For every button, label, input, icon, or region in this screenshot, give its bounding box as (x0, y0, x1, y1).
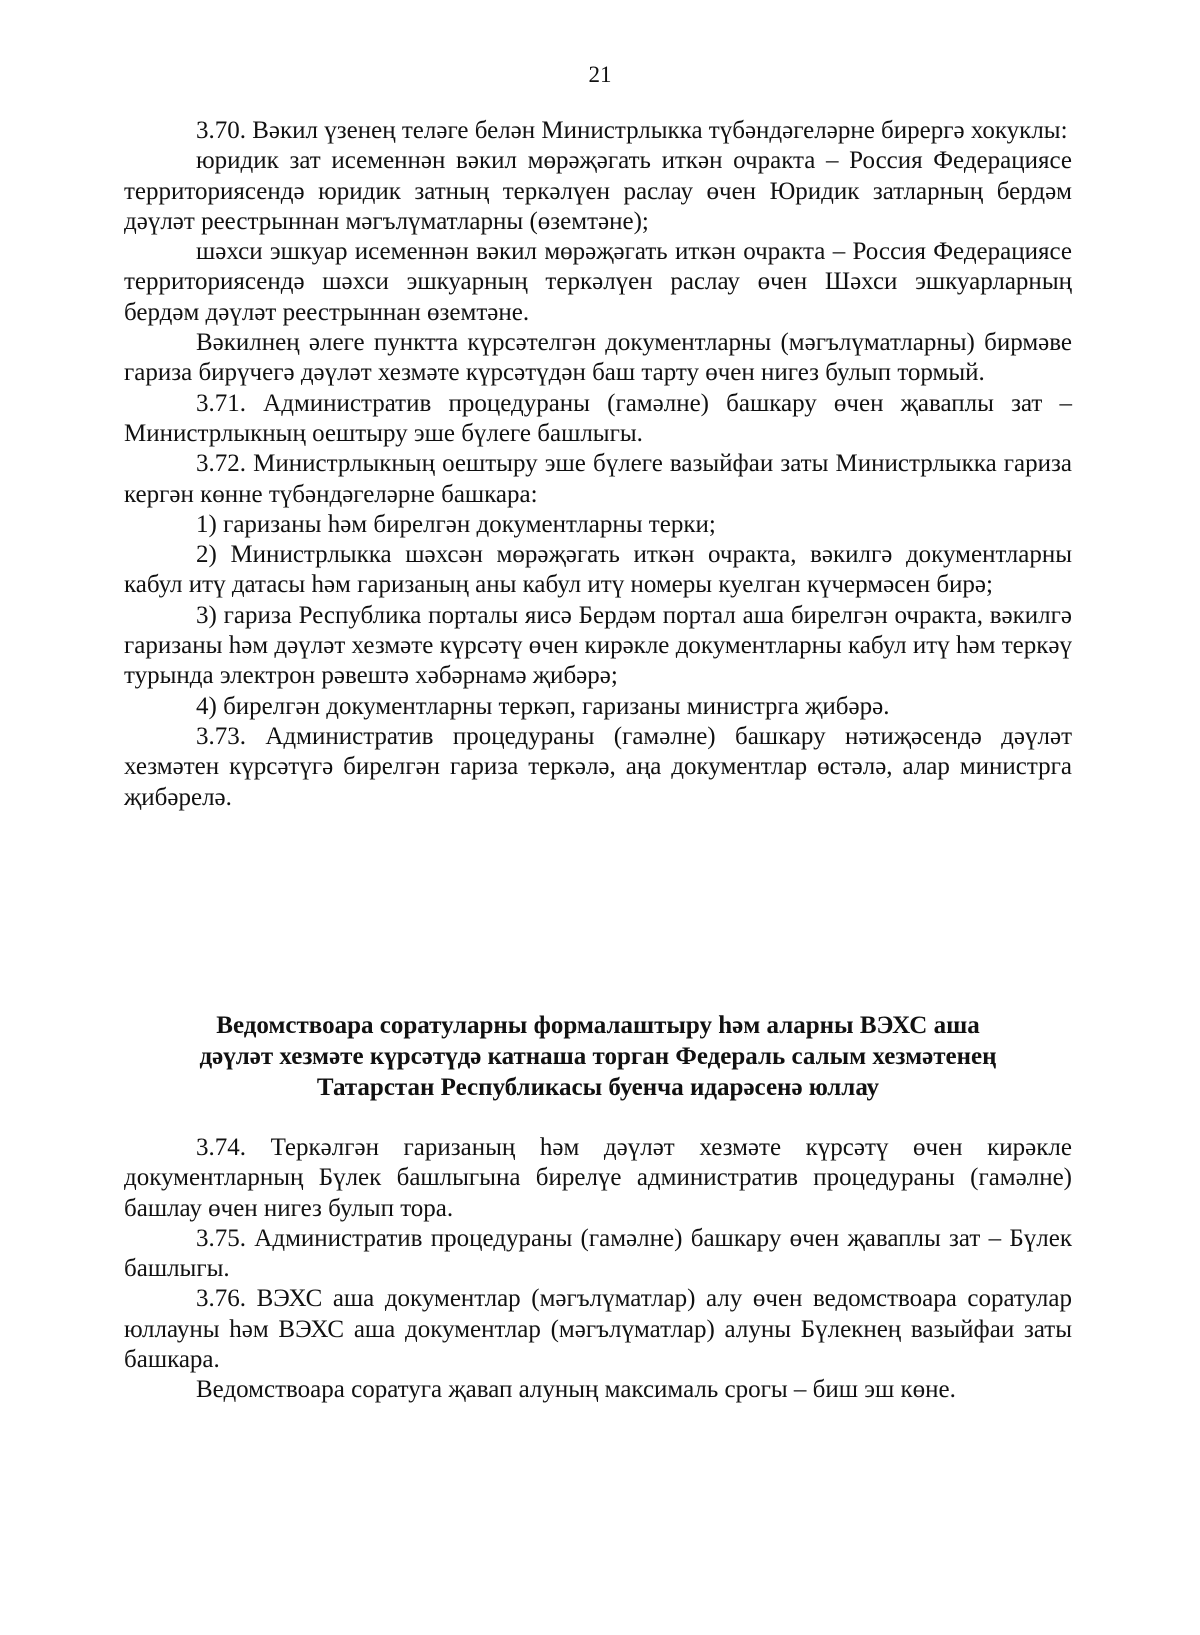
heading-line: дәүләт хезмәте күрсәтүдә катнаша торган Федераль салым хезмәтенең (199, 1043, 997, 1070)
paragraph-non-submission: Вәкилнең әлеге пунктта күрсәтелгән документларны (мәгълүматларны) бирмәве гариза бирүчегә дәүләт хезмәте күрсәтүдән баш тарту өчен нигез булып тормый. (124, 329, 1072, 387)
paragraph-3-71: 3.71. Административ процедураны (гамәлне) башкару өчен җаваплы зат – Министрлыкның оештыру эше бүлеге башлыгы. (124, 389, 1072, 447)
paragraph-legal-entity: юридик зат исеменнән вәкил мөрәҗәгать иткән очракта – Россия Федерациясе территориясендә юридик затның теркәлүен раслау өчен Юридик затларның бердәм дәүләт реестрыннан мәгълүматларны (өземтәне); (124, 147, 1072, 235)
page-number: 21 (588, 62, 612, 87)
paragraph-3-75: 3.75. Административ процедураны (гамәлне) башкару өчен җаваплы зат – Бүлек башлыгы. (124, 1224, 1072, 1283)
paragraph-3-74: 3.74. Теркәлгән гаризаның һәм дәүләт хезмәте күрсәтү өчен кирәкле документларның Бүлек башлыгына бирелүе административ процедураны (гамәлне) башлау өчен нигез булып тора. (124, 1134, 1072, 1222)
list-item-2: 2) Министрлыкка шәхсән мөрәҗәгать иткән очракта, вәкилгә документларны кабул итү датасы һәм гаризаның аны кабул итү номеры куелган күчермәсен бирә; (124, 541, 1072, 599)
list-item-3: 3) гариза Республика порталы яисә Бердәм портал аша бирелгән очракта, вәкилгә гаризаны һәм дәүләт хезмәте күрсәтү өчен кирәкле документларны кабул итү һәм теркәү турында электрон рәвештә хәбәрнамә җибәрә; (124, 601, 1072, 690)
heading-line: Татарстан Республикасы буенча идарәсенә юллау (316, 1074, 880, 1101)
paragraph-3-76: 3.76. ВЭХС аша документлар (мәгълүматлар) алу өчен ведомствоара соратулар юллауны һәм ВЭХС аша документлар (мәгълүматлар) алуны Бүлекнең вазыйфаи заты башкара. (124, 1285, 1072, 1374)
list-item-4: 4) бирелгән документларны теркәп, гаризаны министрга җибәрә. (196, 692, 890, 720)
heading-line: Ведомствоара соратуларны формалаштыру һәм аларны ВЭХС аша (216, 1012, 980, 1039)
paragraph-response-deadline: Ведомствоара соратуга җавап алуның максималь срогы – биш эш көне. (196, 1376, 956, 1404)
paragraph-3-73: 3.73. Административ процедураны (гамәлне) башкару нәтиҗәсендә дәүләт хезмәтен күрсәтүгә бирелгән гариза теркәлә, аңа документлар өстәлә, алар министрга җибәрелә. (124, 722, 1072, 811)
list-item-1: 1) гаризаны һәм бирелгән документларны терки; (196, 510, 716, 538)
paragraph-3-70: 3.70. Вәкил үзенең теләге белән Министрлыкка түбәндәгеләрне бирергә хокуклы: (196, 117, 1068, 144)
paragraph-individual-entrepreneur: шәхси эшкуар исеменнән вәкил мөрәҗәгать иткән очракта – Россия Федерациясе территориясендә шәхси эшкуарның теркәлүен раслау өчен Шәхси эшкуарларның бердәм дәүләт реестрыннан өземтәне. (124, 238, 1072, 326)
body-text-bottom (124, 1133, 1072, 1406)
body-text-top (124, 116, 1072, 813)
paragraph-3-72: 3.72. Министрлыкның оештыру эше бүлеге вазыйфаи заты Министрлыкка гариза кергән көнне түбәндәгеләрне башкара: (124, 450, 1072, 508)
section-heading (124, 1010, 1072, 1103)
